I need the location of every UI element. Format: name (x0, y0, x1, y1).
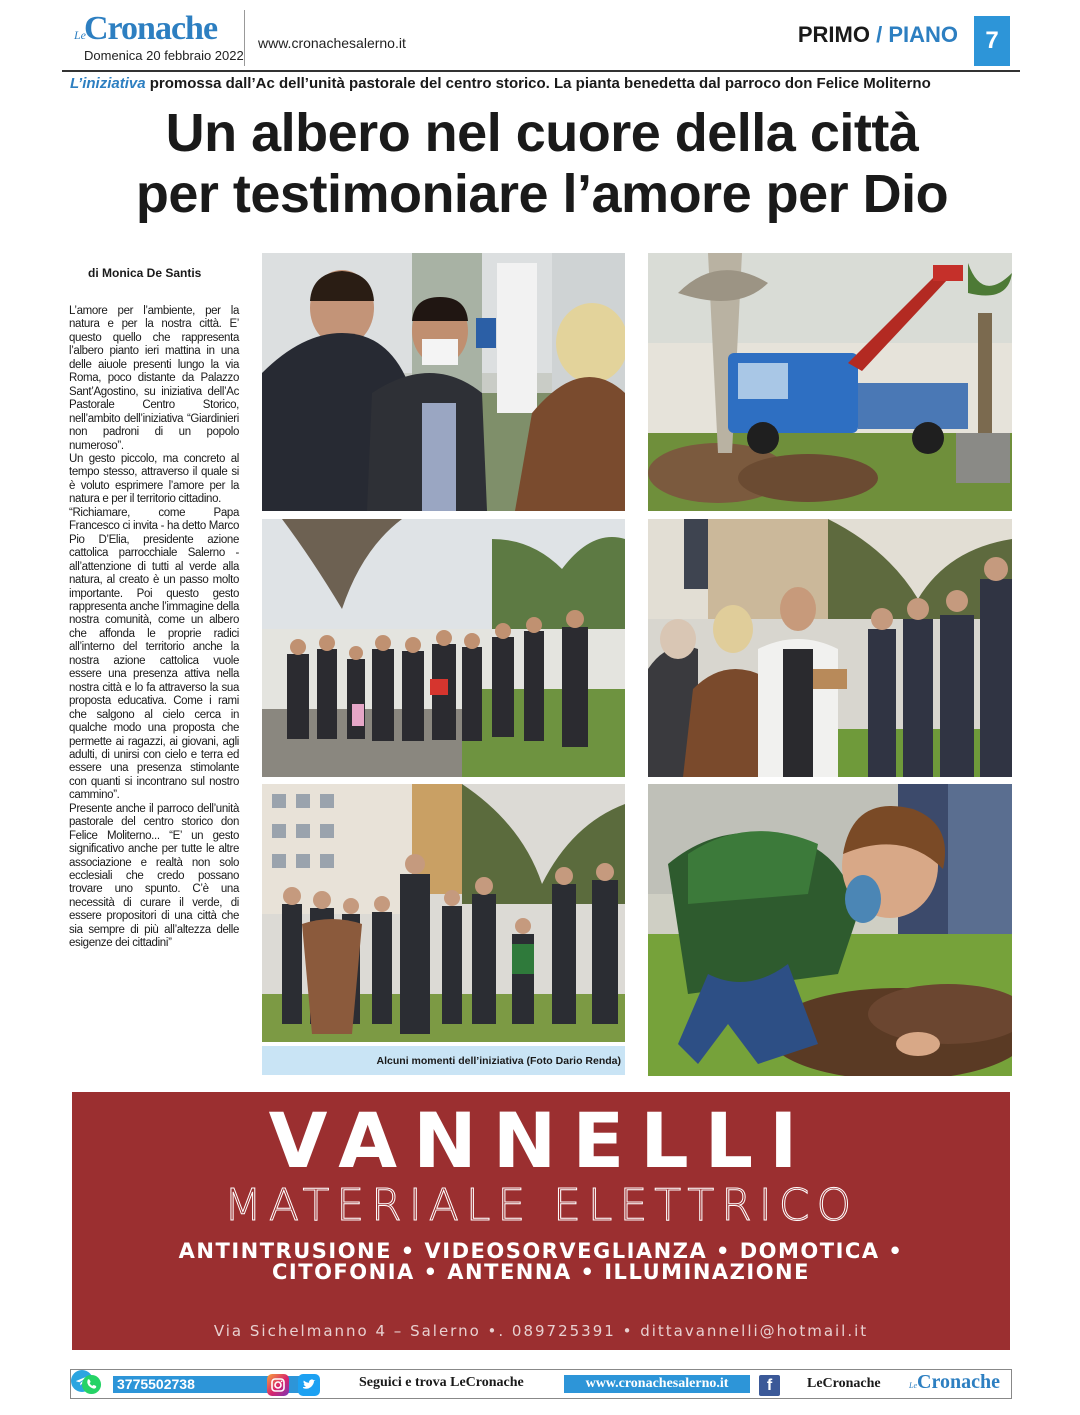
whatsapp-icon[interactable] (81, 1374, 102, 1395)
header-divider (244, 10, 245, 66)
ad-contact: Via Sichelmanno 4 – Salerno •. 089725391 • dittavannelli@hotmail.it (213, 1322, 869, 1340)
newspaper-logo[interactable] (74, 8, 242, 48)
section-secondary: PIANO (888, 22, 958, 47)
twitter-icon[interactable] (298, 1374, 320, 1396)
photo-group-in-park-image (262, 519, 625, 777)
header-website-link[interactable]: www.cronachesalerno.it (258, 35, 406, 51)
photo-crane-truck[interactable] (648, 253, 1012, 511)
photo-caption: Alcuni momenti dell’iniziativa (Foto Dario Renda) (262, 1046, 625, 1075)
photo-boy-planting[interactable] (648, 784, 1012, 1076)
page-number: 7 (974, 16, 1010, 66)
kicker-text: promossa dall’Ac dell’unità pastorale del centro storico. La pianta benedetta dal parroco don Felice Moliterno (145, 75, 931, 92)
photo-blessing-ceremony[interactable] (648, 519, 1012, 777)
photo-priest-conversation-image (262, 253, 625, 511)
section-divider: / (876, 22, 883, 47)
article-byline: di Monica De Santis (88, 266, 202, 280)
kicker-lead: L’iniziativa (70, 75, 146, 92)
issue-date: Domenica 20 febbraio 2022 (84, 48, 244, 63)
ad-subtitle: MATERIALE ELETTRICO (223, 1180, 859, 1231)
article-paragraph: L’amore per l’ambiente, per la natura e per la nostra città. E’ questo quello che rappresenta l’albero pianto ieri mattina in una delle aiuole presenti lungo la via Roma, poco distante da Palazzo Sant’Agostino, su iniziativa dell’Ac Pastorale Centro Storico, nell’ambito dell’iniziativa “Giardinieri non padroni di un popolo numeroso”. (69, 305, 239, 452)
article-paragraph: “Richiamare, come Papa Francesco ci invita - ha detto Marco Pio D’Elia, presidente azione cattolica parrocchiale Salerno - all’attenzione di tutti al verde alla natura, al creato è un passo molto importante. Poi questo gesto rappresenta anche l’immagine della nostra comunità, come un albero che affonda le proprie radici all’interno del territorio anche la nostra azione cattolica vuole essere una presenza attiva nella nostra città e lo fa attraverso la sua proposta educativa. Come i rami che salgono al cielo cerca in qualche modo una proposta che permette ai ragazzi, ai giovani, agli adulti, di unirsi con cielo e terra ed essere una presenza stimolante con quanti si incontrano sul nostro cammino”. (69, 506, 239, 802)
footer-logo-name: Cronache (917, 1371, 1000, 1393)
facebook-icon[interactable]: f (759, 1375, 780, 1396)
header-rule (62, 70, 1020, 72)
footer-follow-text: Seguici e trova LeCronache (359, 1375, 524, 1390)
logo-prefix: Le (74, 28, 86, 42)
logo-name: Cronache (84, 10, 218, 47)
page-footer (70, 1369, 1012, 1399)
footer-logo[interactable] (909, 1371, 1000, 1394)
photo-blessing-ceremony-image (648, 519, 1012, 777)
ad-services-line-2: CITOFONIA • ANTENNA • ILLUMINAZIONE (272, 1260, 810, 1284)
section-label (798, 22, 958, 48)
instagram-icon[interactable] (267, 1374, 289, 1396)
section-primary: PRIMO (797, 22, 870, 47)
footer-phone[interactable]: 3775502738 (113, 1376, 303, 1393)
photo-crane-truck-image (648, 253, 1012, 511)
footer-logo-prefix: Le (909, 1381, 917, 1390)
article-paragraph: Presente anche il parroco dell’unità pastorale del centro storico don Felice Moliterno... “E’ un gesto significativo anche per tutte le altre associazione e realtà non solo ecclesiali che credo possano trovare uno spunto. C’è una necessità di curare il verde, di essere propositori di una città che sia sempre di più all’altezza delle esigenze dei cittadini” (69, 802, 239, 950)
ad-brand: VANNELLI (268, 1096, 814, 1185)
footer-brand-text: LeCronache (807, 1376, 881, 1391)
photo-street-gathering-image (262, 784, 625, 1042)
article-paragraph: Un gesto piccolo, ma concreto al tempo stesso, attraverso il quale si è voluto esprimere l’amore per la natura e per il territorio cittadino. (69, 452, 239, 506)
vannelli-advertisement[interactable] (72, 1092, 1010, 1350)
page-header (74, 8, 1010, 70)
photo-street-gathering[interactable] (262, 784, 625, 1042)
article-body (69, 305, 239, 951)
article-kicker (70, 75, 1015, 92)
photo-group-in-park[interactable] (262, 519, 625, 777)
headline-line-2: per testimoniare l’amore per Dio (135, 164, 949, 224)
headline-line-1: Un albero nel cuore della città (165, 103, 919, 163)
footer-website-link[interactable]: www.cronachesalerno.it (564, 1375, 750, 1393)
photo-boy-planting-image (648, 784, 1012, 1076)
ad-services-line-1: ANTINTRUSIONE • VIDEOSORVEGLIANZA • DOMOTICA • (178, 1239, 904, 1263)
photo-priest-conversation[interactable] (262, 253, 625, 511)
article-headline (62, 103, 1022, 225)
